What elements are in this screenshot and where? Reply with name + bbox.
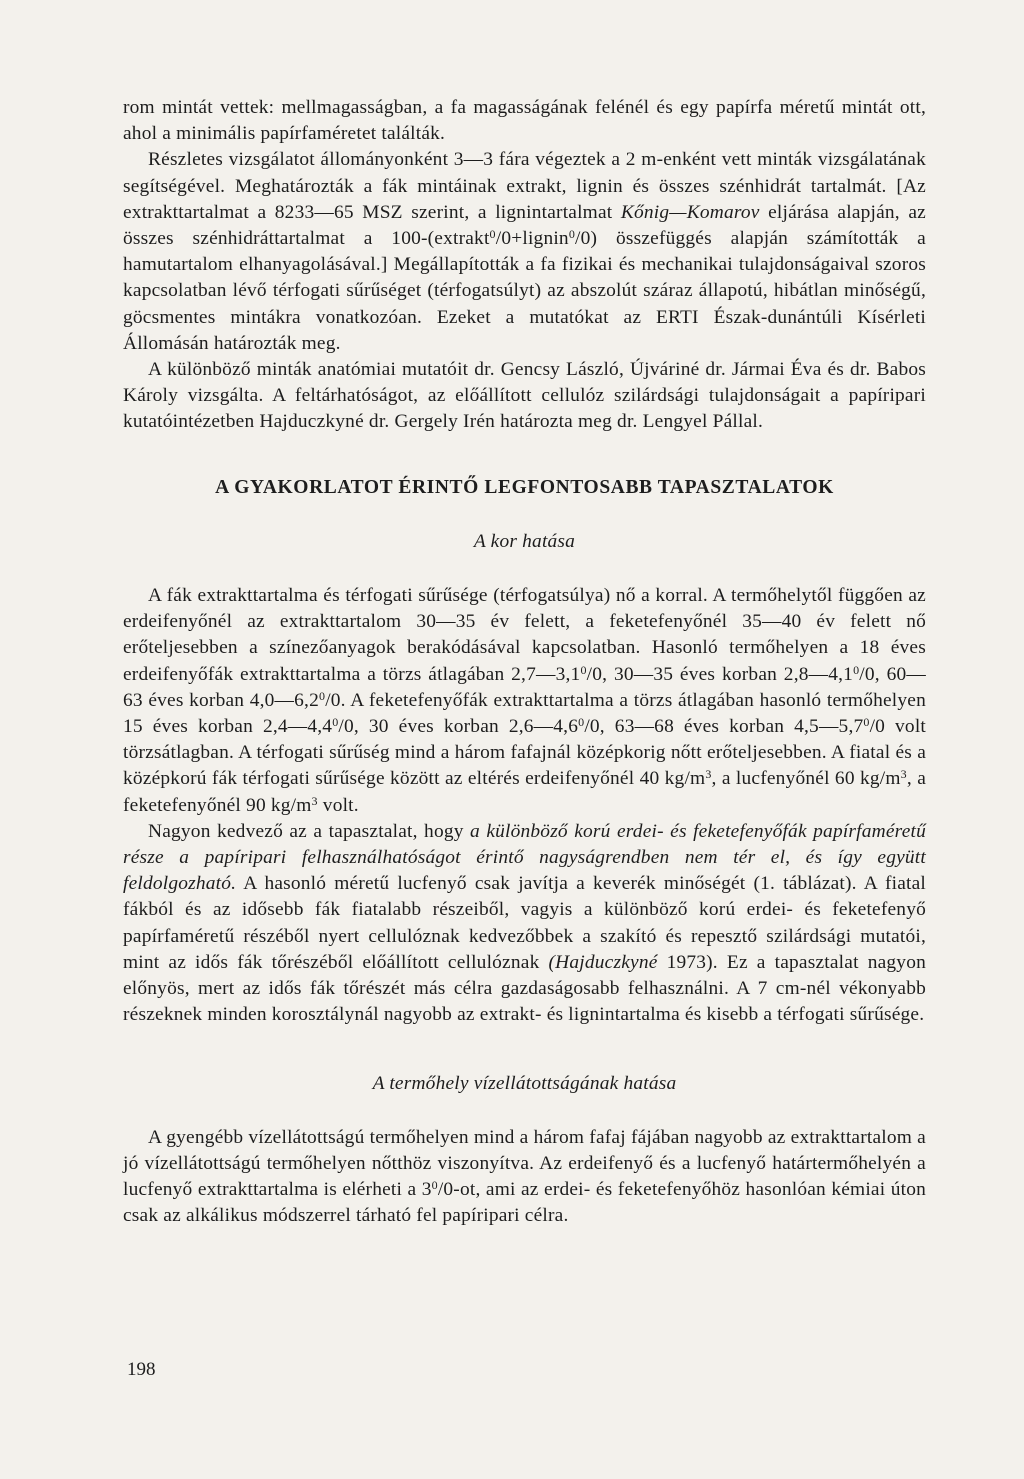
paragraph-4: A fák extrakttartalma és térfogati sűrűsége (térfogatsúlya) nő a korral. A termőhelytől függően az erdeifenyőnél az extrakttartalom 30—35 év felett, a feketefenyőnél 35—40 év felett nő erőteljesebben a színezőanyagok berakódásával kapcsolatban. Hasonló termőhelyen a 18 éves erdeifenyőfák extrakttartalma a törzs átlagában $2,7—3,1^0/0$, 30—35 éves korban $2,8—4,1^0/0$, 60—63 éves korban $4,0—6,2^0/0$. A feketefenyőfák extrakttartalma a törzs átlagában hasonló termőhelyen 15 éves korban $2,4—4,4^0/0$, 30 éves korban $2,6—4,6^0/0$, 63—68 éves korban $4,5—5,7^0/0$ volt törzsátlagban. A térfogati sűrűség mind a három fafajnál középkorig nőtt erőteljesebben. A fiatal és a középkorú fák térfogati sűrűsége között az eltérés erdeifenyőnél 40 $kg/m^3$, a lucfenyőnél 60 $kg/m^3$, a feketefenyőnél 90 $kg/m^3$ volt. <box>123 585 927 816</box>
paragraph-3: A különböző minták anatómiai mutatóit dr. Gencsy László, Újváriné dr. Jármai Éva és dr. Babos Károly vizsgálta. A feltárhatóságot, az előállított cellulóz szilárdsági tulajdonságait a papíripari kutatóintézetben Hajduczkyné dr. Gergely Irén határozta meg dr. Lengyel Pállal. <box>123 359 926 433</box>
subheading-age: A kor hatása <box>473 530 576 552</box>
subheading-water: A termőhely vízellátottságának hatása <box>372 1072 677 1094</box>
paragraph-6: A gyengébb vízellátottságú termőhelyen mind a három fafaj fájában nagyobb az extrakttartalom a jó vízellátottságú termőhelyen nőtthöz viszonyítva. Az erdeifenyő és a lucfenyő határtermőhelyén a lucfenyő extrakttartalma is elérheti a $3^0/0-ot$, ami az erdei- és feketefenyőhöz hasonlóan kémiai úton csak az alkálikus módszerrel tárható fel papíripari célra. <box>123 1126 926 1227</box>
paragraph-5: Nagyon kedvező az a tapasztalat, hogy a különböző korú erdei- és feketefenyőfák papírfaméretű része a papíripari felhasználhatóságot érintő nagyságrendben nem tér el, és így együtt feldolgozható. A hasonló méretű lucfenyő csak javítja a keverék minőségét (1. táblázat). A fiatal fákból és az idősebb fák fiatalabb részeiből, vagyis a különböző korú erdei- és feketefenyő papírfaméretű részéből nyert cellulóznak kedvezőbbek a szakító és repesztő szilárdsági mutatói, mint az idős fák tőrészéből előállított cellulóznak (Hajduczkyné 1973). Ez a tapasztalat nagyon előnyös, mert az idős fák tőrészét más célra gazdaságosabb felhasználni. A 7 cm-nél vékonyabb részeknek minden korosztálynál nagyobb az extrakt- és lignintartalma és kisebb a térfogati sűrűsége. <box>123 820 926 1026</box>
section-heading: A GYAKORLATOT ÉRINTŐ LEGFONTOSABB TAPASZTALATOK <box>215 476 834 498</box>
paragraph-2: Részletes vizsgálatot állományonként 3—3 fára végeztek a 2 m-enként vett minták vizsgálatának segítségével. Meghatározták a fák mintáinak extrakt, lignin és összes szénhidrát tartalmát. [Az extrakttartalmat a 8233—65 MSZ szerint, a lignintartalmat Kőnig—Komarov eljárása alapján, az összes szénhidráttartalmat a 100-(extrakt$^0$/0+lignin$^0$/0) összefüggés alapján számították a hamutartalom elhanyagolásával.] Megállapították a fa fizikai és mechanikai tulajdonságaival szoros kapcsolatban lévő térfogati sűrűséget (térfogatsúlyt) az abszolút száraz állapotú, hibátlan minőségű, göcsmentes mintákra vonatkozóan. Ezeket a mutatókat az ERTI Észak-dunántúli Kísérleti Állomásán határozták meg. <box>123 149 926 354</box>
text-column <box>123 95 926 1230</box>
page-number: 198 <box>127 1359 156 1380</box>
author-italic: Kőnig—Komarov <box>620 201 760 223</box>
paragraph-1: rom mintát vettek: mellmagasságban, a fa magasságának felénél és egy papírfa méretű mintát ott, ahol a minimális papírfaméretet találták. <box>123 97 926 145</box>
